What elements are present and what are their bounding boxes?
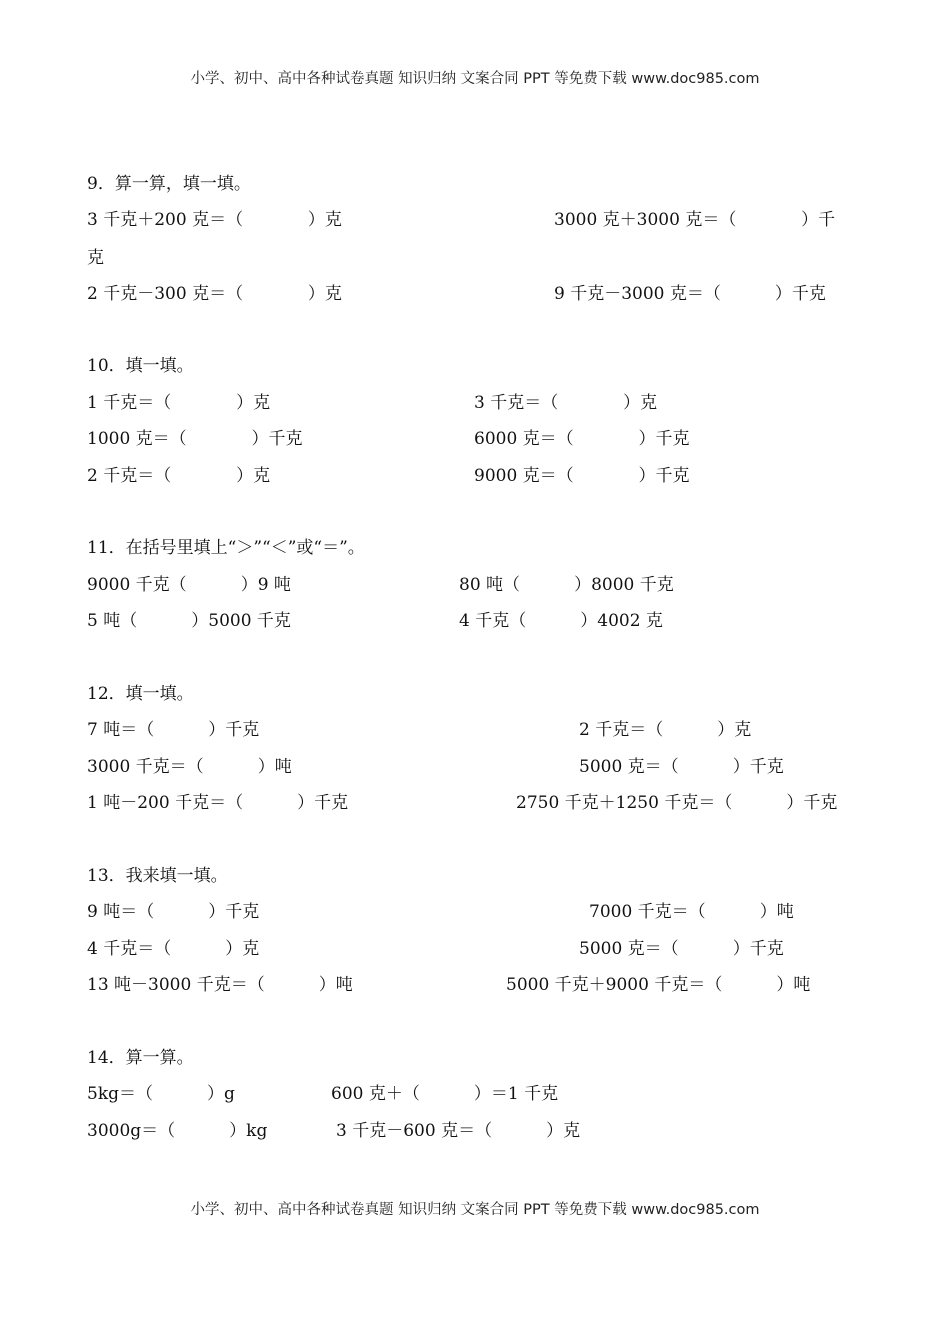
q12-item-a: 7 吨＝（ ）千克 <box>87 720 260 740</box>
q14-item-d: 3 千克－600 克＝（ ）克 <box>336 1121 581 1141</box>
q14-title: 14．算一算。 <box>87 1048 194 1068</box>
q11-item-b: 80 吨（ ）8000 千克 <box>459 575 674 595</box>
q11-title: 11．在括号里填上“＞”“＜”或“＝”。 <box>87 538 365 558</box>
page-header: 小学、初中、高中各种试卷真题 知识归纳 文案合同 PPT 等免费下载 www.doc985.com <box>190 71 760 87</box>
q11-item-d: 4 千克（ ）4002 克 <box>459 611 663 631</box>
q12-item-c: 3000 千克＝（ ）吨 <box>87 757 292 777</box>
q11-item-c: 5 吨（ ）5000 千克 <box>87 611 291 631</box>
q10-title: 10．填一填。 <box>87 356 194 376</box>
q9-item-b: 3000 克＋3000 克＝（ ）千 <box>554 210 836 230</box>
q11-item-a: 9000 千克（ ）9 吨 <box>87 575 291 595</box>
q12-title: 12．填一填。 <box>87 684 194 704</box>
q14-item-c: 3000g＝（ ）kg <box>87 1121 268 1141</box>
q10-item-a: 1 千克＝（ ）克 <box>87 393 271 413</box>
q14-item-a: 5kg＝（ ）g <box>87 1084 235 1104</box>
q12-item-e: 1 吨－200 千克＝（ ）千克 <box>87 793 349 813</box>
q9-item-a: 3 千克＋200 克＝（ ）克 <box>87 210 342 230</box>
q9-title: 9．算一算，填一填。 <box>87 174 251 194</box>
q10-item-b: 3 千克＝（ ）克 <box>474 393 658 413</box>
q14-item-b: 600 克＋（ ）＝1 千克 <box>331 1084 559 1104</box>
q10-item-c: 1000 克＝（ ）千克 <box>87 429 303 449</box>
q13-item-f: 5000 千克＋9000 千克＝（ ）吨 <box>506 975 811 995</box>
q10-item-f: 9000 克＝（ ）千克 <box>474 466 690 486</box>
q13-item-b: 7000 千克＝（ ）吨 <box>589 902 794 922</box>
q12-item-b: 2 千克＝（ ）克 <box>579 720 752 740</box>
q9-item-c: 2 千克－300 克＝（ ）克 <box>87 284 342 304</box>
page-footer: 小学、初中、高中各种试卷真题 知识归纳 文案合同 PPT 等免费下载 www.doc985.com <box>190 1202 760 1218</box>
q12-item-f: 2750 千克＋1250 千克＝（ ）千克 <box>516 793 838 813</box>
q13-item-c: 4 千克＝（ ）克 <box>87 939 260 959</box>
q13-title: 13．我来填一填。 <box>87 866 228 886</box>
q13-item-d: 5000 克＝（ ）千克 <box>579 939 784 959</box>
q10-item-e: 2 千克＝（ ）克 <box>87 466 271 486</box>
q9-item-d: 9 千克－3000 克＝（ ）千克 <box>554 284 826 304</box>
q13-item-a: 9 吨＝（ ）千克 <box>87 902 260 922</box>
q12-item-d: 5000 克＝（ ）千克 <box>579 757 784 777</box>
q10-item-d: 6000 克＝（ ）千克 <box>474 429 690 449</box>
q9-item-b-wrap: 克 <box>87 248 104 268</box>
q13-item-e: 13 吨－3000 千克＝（ ）吨 <box>87 975 353 995</box>
